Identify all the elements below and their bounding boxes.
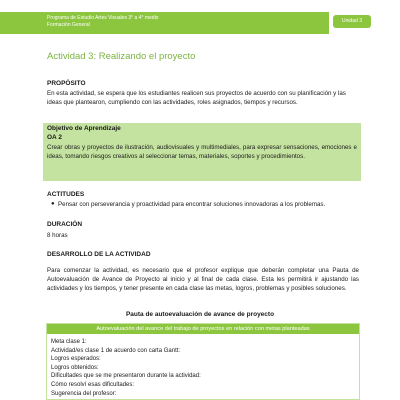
bullet-icon: ● xyxy=(51,201,55,207)
desarrollo-text: Para comenzar la actividad, es necesario que el profesor explique que deberán completar una Pauta de Autoevaluación de Avance de Proyecto al inicio y al final de cada clase. Esta les permitirá ir ajustando las actividades y los tiempos, y tener presente en cada clase las metas, logros, problemas y posibles soluciones. xyxy=(47,267,359,293)
pauta-line-actividades: Actividad/es clase 1 de acuerdo con carta Gantt: xyxy=(51,347,181,354)
actitudes-heading: ACTITUDES xyxy=(47,191,85,198)
pauta-body xyxy=(47,334,359,398)
activity-title: Actividad 3: Realizando el proyecto xyxy=(47,51,196,62)
pauta-line-resolucion: Cómo resolví esas dificultades: xyxy=(51,381,135,388)
program-line-1: Programa de Estudio Artes Visuales 3° a 4° medio xyxy=(47,15,159,21)
duracion-value: 8 horas xyxy=(47,232,68,239)
actitudes-item-text: Pensar con perseverancia y proactividad para encontrar soluciones innovadoras a los problemas. xyxy=(58,201,326,208)
pauta-table xyxy=(46,323,360,400)
pauta-line-logros-obtenidos: Logros obtenidos: xyxy=(51,364,99,371)
actitudes-item xyxy=(51,201,326,208)
pauta-line-logros-esperados: Logros esperados: xyxy=(51,356,101,363)
pauta-title: Pauta de autoevaluación de avance de proyecto xyxy=(125,311,275,318)
objetivo-box xyxy=(43,123,361,181)
objetivo-heading: Objetivo de Aprendizaje xyxy=(47,125,121,132)
top-banner xyxy=(0,12,400,34)
pauta-line-meta: Meta clase 1: xyxy=(51,339,87,345)
program-line-2: Formación General xyxy=(47,22,90,28)
pauta-line-dificultades: Dificultades que se me presentaron durante la actividad: xyxy=(51,373,201,380)
pauta-line-sugerencia: Sugerencia del profesor: xyxy=(51,390,117,397)
objetivo-code: OA 2 xyxy=(47,134,62,141)
desarrollo-heading: DESARROLLO DE LA ACTIVIDAD xyxy=(47,251,151,258)
proposito-text: En esta actividad, se espera que los estudiantes realicen sus proyectos de acuerdo con su planificación y las ideas que plantearon, cumpliendo con las actividades, roles asignados, tiempos y recursos. xyxy=(47,90,346,107)
unit-badge: Unidad 3 xyxy=(333,15,371,28)
pauta-header: Autoevaluación del avance del trabajo de proyectos en relación con metas planteadas xyxy=(47,324,359,334)
objetivo-text: Crear obras y proyectos de ilustración, audiovisuales y multimediales, para expresar sensaciones, emociones e ideas, tomando riesgos creativos al seleccionar temas, materiales, soportes y procedimientos. xyxy=(47,144,357,161)
program-label xyxy=(47,15,327,29)
banner-bar xyxy=(0,12,329,34)
proposito-heading: PROPÓSITO xyxy=(47,80,86,87)
duracion-heading: DURACIÓN xyxy=(47,221,83,228)
